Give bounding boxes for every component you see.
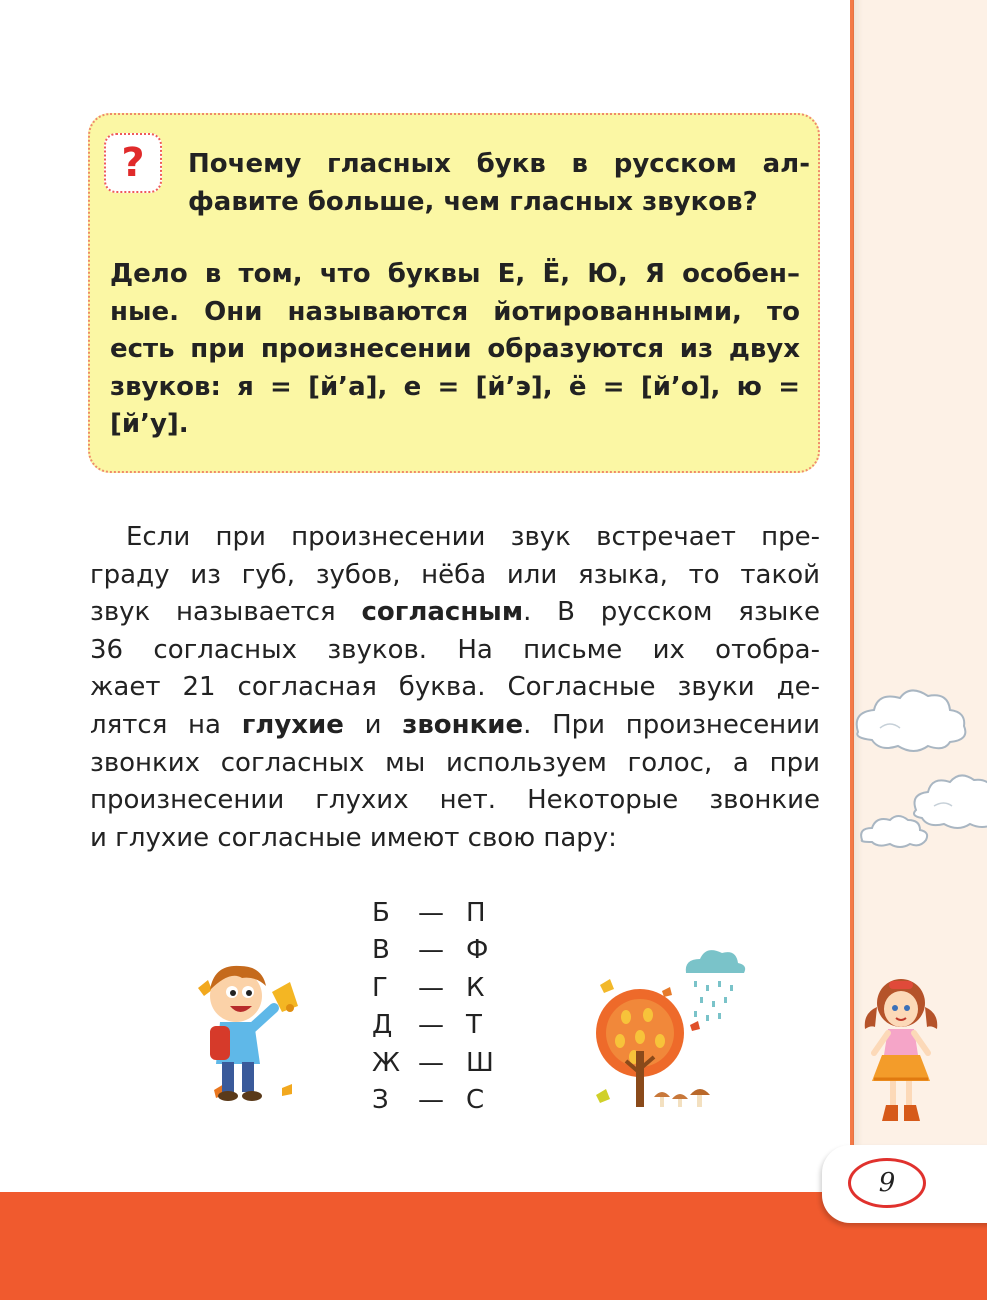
pair-dash: —: [418, 935, 444, 966]
voiceless-letter: К: [466, 972, 485, 1003]
voiced-letter: Ж: [372, 1047, 401, 1078]
pair-row: [372, 970, 512, 1007]
page-number-ring: [848, 1158, 926, 1208]
term-consonant: согласным: [361, 597, 524, 628]
text-run: звук называется: [90, 597, 362, 628]
info-answer: [110, 256, 800, 444]
voiceless-letter: П: [466, 898, 486, 928]
girl-illustration: [856, 975, 946, 1127]
answer-line: ные. Они называются йотированными, то: [110, 296, 800, 327]
paragraph-line: жает 21 согласная буква. Согласные звуки де-: [90, 672, 820, 703]
voiced-letter: Д: [372, 1010, 393, 1041]
pair-row: [372, 1082, 512, 1119]
pair-row: [372, 895, 512, 932]
main-paragraph: [90, 519, 820, 857]
voiceless-letter: Ф: [466, 935, 489, 966]
text-run: и: [343, 709, 403, 740]
voiceless-letter: Т: [466, 1010, 482, 1041]
text-run: лятся на: [90, 709, 242, 740]
text-run: . При произнесении: [523, 709, 820, 740]
pair-dash: —: [418, 1010, 444, 1041]
clouds-illustration: [850, 680, 987, 870]
term-voiceless: глухие: [241, 709, 344, 740]
answer-line: [й’у].: [110, 409, 189, 439]
pair-row: [372, 1007, 512, 1044]
paragraph-line: Если при произнесении звук встречает пре-: [126, 522, 820, 552]
answer-line: звуков: я = [й’а], е = [й’э], ё = [й’о], ю =: [110, 371, 800, 402]
pair-dash: —: [418, 1084, 444, 1115]
term-voiced: звонкие: [402, 709, 524, 740]
question-line: фавите больше, чем гласных звуков?: [188, 186, 758, 217]
paragraph-line: граду из губ, зубов, нёба или языка, то такой: [90, 559, 820, 590]
answer-line: Дело в том, что буквы Е, Ё, Ю, Я особен–: [110, 259, 800, 289]
page-number: 9: [878, 1168, 896, 1198]
answer-line: есть при произнесении образуются из двух: [110, 334, 800, 364]
side-margin-shade: [853, 0, 863, 1145]
boy-illustration: [192, 962, 312, 1110]
pair-row: [372, 1045, 512, 1082]
autumn-tree-illustration: [590, 945, 750, 1115]
info-question: [188, 146, 810, 221]
paragraph-line: 36 согласных звуков. На письме их отобра-: [90, 634, 820, 665]
text-run: . В русском языке: [523, 597, 821, 628]
pair-dash: —: [418, 1047, 444, 1078]
paragraph-line: звонких согласных мы используем голос, а при: [90, 747, 820, 778]
paragraph-line: произнесении глухих нет. Некоторые звонкие: [90, 785, 820, 816]
paragraph-line: [90, 594, 820, 632]
question-line: Почему гласных букв в русском ал-: [188, 149, 810, 179]
question-badge: [104, 133, 162, 193]
paragraph-line: и глухие согласные имеют свою пару:: [90, 822, 617, 853]
side-margin-strip: [850, 0, 987, 1145]
pair-row: [372, 932, 512, 969]
paragraph-line: [90, 707, 820, 745]
voiced-letter: Г: [372, 972, 388, 1003]
question-mark-icon: ?: [121, 140, 145, 186]
voiced-letter: В: [372, 935, 390, 966]
voiceless-letter: Ш: [466, 1047, 494, 1078]
voiceless-letter: С: [466, 1084, 485, 1115]
pair-dash: —: [418, 898, 444, 928]
pair-dash: —: [418, 972, 444, 1003]
voiced-letter: З: [372, 1084, 389, 1115]
voiced-letter: Б: [372, 898, 390, 928]
consonant-pairs: [372, 895, 512, 1119]
